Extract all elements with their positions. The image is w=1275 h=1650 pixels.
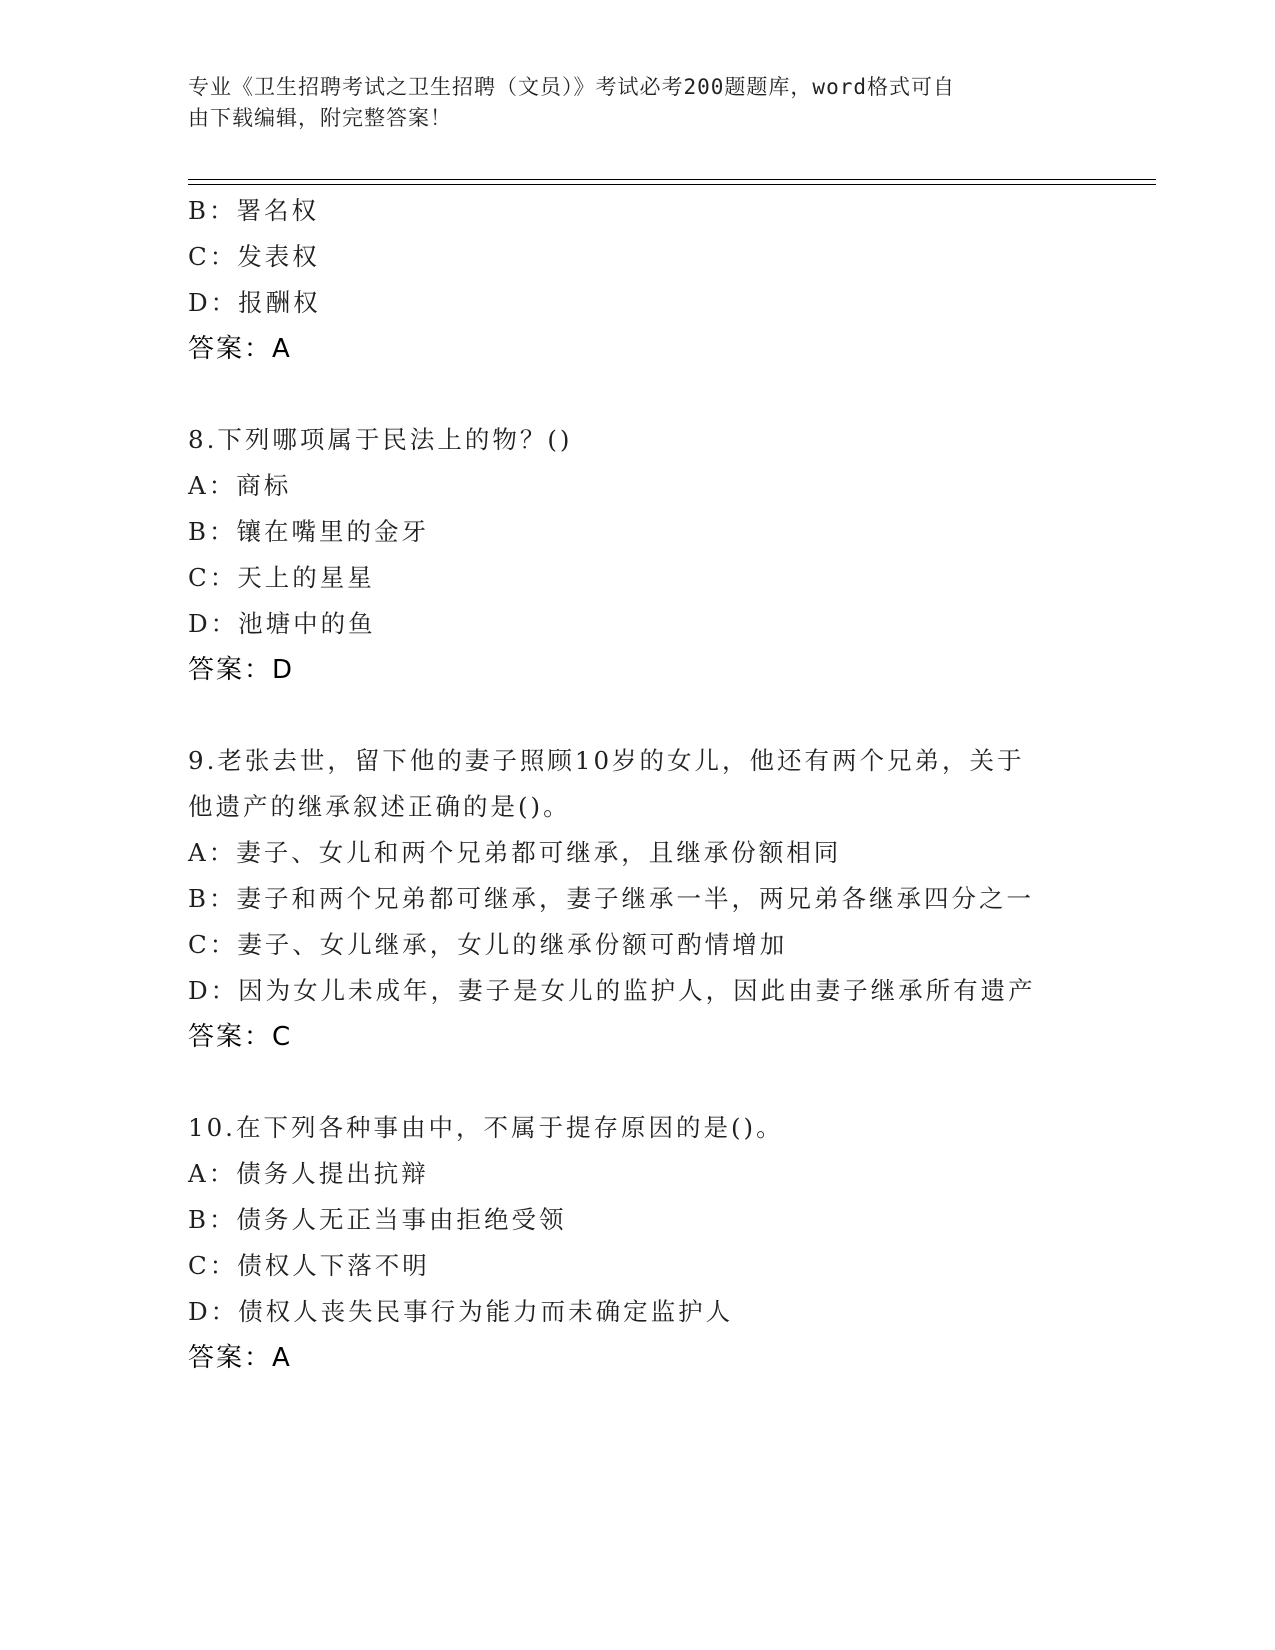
- spacer: [188, 1060, 1148, 1105]
- option-b: B：债务人无正当事由拒绝受领: [188, 1205, 567, 1234]
- question-text: 8.下列哪项属于民法上的物？(): [188, 425, 573, 454]
- question-7-partial: [188, 188, 1148, 372]
- header-divider-bottom: [188, 184, 1156, 185]
- option-a: A：妻子、女儿和两个兄弟都可继承，且继承份额相同: [188, 838, 842, 867]
- option-b: B：镶在嘴里的金牙: [188, 517, 430, 546]
- header-line-1: 专业《卫生招聘考试之卫生招聘（文员）》考试必考200题题库，word格式可自: [188, 75, 955, 99]
- option-c: C：妻子、女儿继承，女儿的继承份额可酌情增加: [188, 930, 788, 959]
- answer-line: 答案：C: [188, 1022, 293, 1052]
- spacer: [188, 372, 1148, 417]
- option-c: C：发表权: [188, 242, 320, 271]
- answer-line: 答案：D: [188, 655, 295, 685]
- answer-line: 答案：A: [188, 1343, 292, 1373]
- spacer: [188, 693, 1148, 738]
- question-8: [188, 417, 1148, 693]
- option-d: D：报酬权: [188, 288, 321, 317]
- option-d: D：因为女儿未成年，妻子是女儿的监护人，因此由妻子继承所有遗产: [188, 976, 1036, 1005]
- option-d: D：池塘中的鱼: [188, 609, 376, 638]
- question-9: [188, 738, 1148, 1060]
- option-c: C：天上的星星: [188, 563, 375, 592]
- document-header: [188, 72, 1068, 134]
- option-c: C：债权人下落不明: [188, 1251, 430, 1280]
- question-text-line-1: 9.老张去世，留下他的妻子照顾10岁的女儿，他还有两个兄弟，关于: [188, 746, 1025, 775]
- option-b: B：署名权: [188, 196, 320, 225]
- header-divider-top: [188, 179, 1156, 180]
- answer-line: 答案：A: [188, 334, 292, 364]
- question-list: [188, 188, 1148, 1381]
- question-10: [188, 1105, 1148, 1381]
- option-d: D：债权人丧失民事行为能力而未确定监护人: [188, 1297, 734, 1326]
- option-a: A：商标: [188, 471, 292, 500]
- question-text: 10.在下列各种事由中，不属于提存原因的是()。: [188, 1113, 784, 1142]
- option-a: A：债务人提出抗辩: [188, 1159, 429, 1188]
- option-b: B：妻子和两个兄弟都可继承，妻子继承一半，两兄弟各继承四分之一: [188, 884, 1035, 913]
- question-text-line-2: 他遗产的继承叙述正确的是()。: [188, 792, 571, 821]
- header-line-2: 由下载编辑，附完整答案！: [188, 106, 452, 130]
